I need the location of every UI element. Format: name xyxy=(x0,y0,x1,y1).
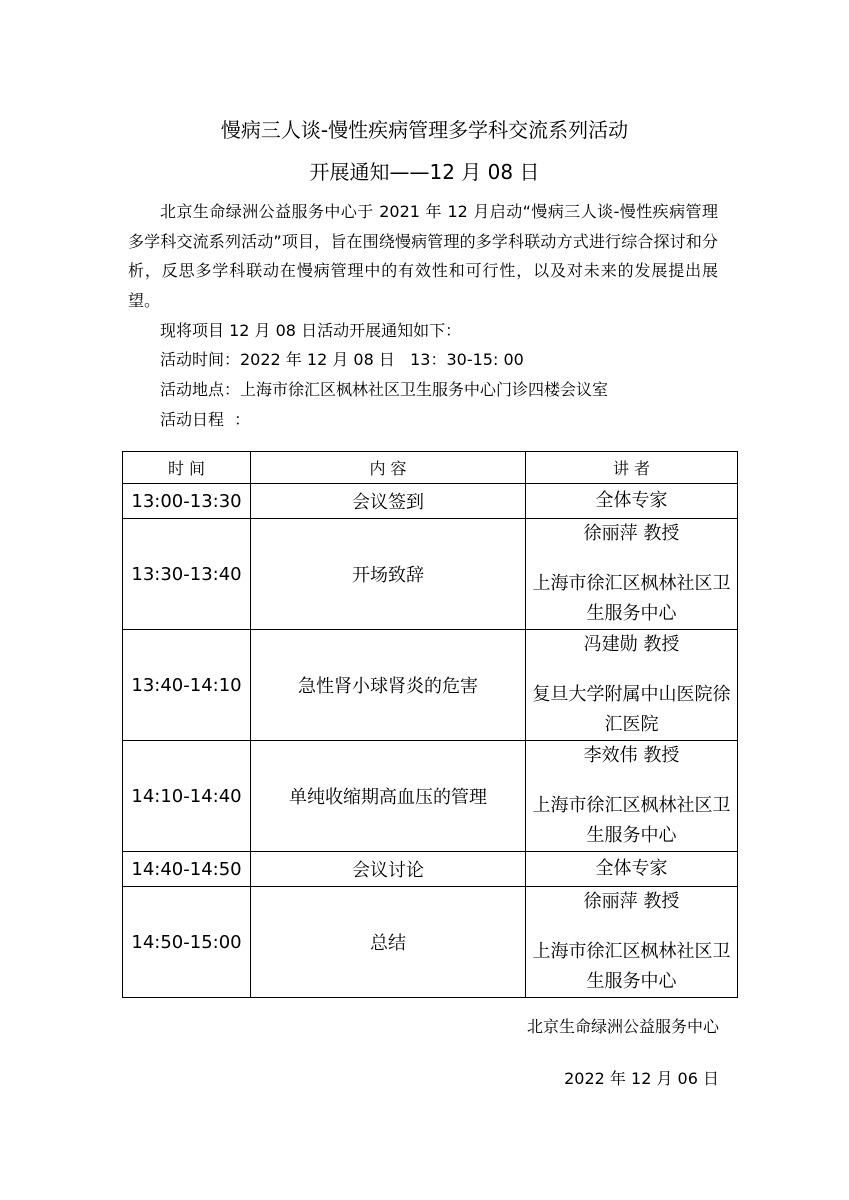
speaker-name: 徐丽萍 教授 xyxy=(583,523,680,544)
row-time: 14:40-14:50 xyxy=(123,852,251,887)
document-subtitle: 开展通知——12 月 08 日 xyxy=(309,160,540,184)
row-time: 13:30-13:40 xyxy=(123,519,251,630)
event-time: 活动时间：2022 年 12 月 08 日 13：30-15: 00 xyxy=(160,350,524,369)
row-content: 单纯收缩期高血压的管理 xyxy=(251,741,526,852)
event-location: 活动地点：上海市徐汇区枫林社区卫生服务中心门诊四楼会议室 xyxy=(160,380,609,399)
issue-date: 2022 年 12 月 06 日 xyxy=(564,1069,719,1088)
row-speaker xyxy=(526,852,738,887)
header-time: 时 间 xyxy=(123,452,251,484)
speaker-name: 徐丽萍 教授 xyxy=(583,891,680,912)
row-content: 会议讨论 xyxy=(251,852,526,887)
table-row xyxy=(123,887,738,998)
signature: 北京生命绿洲公益服务中心 xyxy=(526,1017,719,1036)
notice-line: 现将项目 12 月 08 日活动开展通知如下： xyxy=(160,321,462,340)
row-content: 总结 xyxy=(251,887,526,998)
speaker-name: 全体专家 xyxy=(595,490,668,511)
intro-paragraph: 北京生命绿洲公益服务中心于 2021 年 12 月启动“慢病三人谈-慢性疾病管理多学科交流系列活动”项目，旨在围绕慢病管理的多学科联动方式进行综合探讨和分析，反思多学科联动在慢病管理中的有效性和可行性，以及对未来的发展提出展望。 xyxy=(128,202,718,310)
header-content: 内 容 xyxy=(251,452,526,484)
table-header-row xyxy=(123,452,738,484)
agenda-label: 活动日程 ： xyxy=(160,410,251,429)
speaker-name: 李效伟 教授 xyxy=(583,745,680,766)
row-speaker xyxy=(526,887,738,998)
table-row xyxy=(123,852,738,887)
speaker-org: 上海市徐汇区枫林社区卫生服务中心 xyxy=(532,795,731,846)
table-row xyxy=(123,519,738,630)
document-title: 慢病三人谈-慢性疾病管理多学科交流系列活动 xyxy=(220,118,629,142)
speaker-org: 上海市徐汇区枫林社区卫生服务中心 xyxy=(532,573,731,624)
table-row xyxy=(123,630,738,741)
speaker-name: 冯建勋 教授 xyxy=(583,634,680,655)
row-time: 14:50-15:00 xyxy=(123,887,251,998)
row-content: 开场致辞 xyxy=(251,519,526,630)
row-speaker xyxy=(526,519,738,630)
table-row xyxy=(123,741,738,852)
row-time: 13:40-14:10 xyxy=(123,630,251,741)
speaker-org: 复旦大学附属中山医院徐汇医院 xyxy=(532,684,731,735)
row-speaker xyxy=(526,630,738,741)
row-time: 13:00-13:30 xyxy=(123,484,251,519)
header-speaker: 讲 者 xyxy=(526,452,738,484)
speaker-org: 上海市徐汇区枫林社区卫生服务中心 xyxy=(532,941,731,992)
row-content: 急性肾小球肾炎的危害 xyxy=(251,630,526,741)
row-time: 14:10-14:40 xyxy=(123,741,251,852)
row-speaker xyxy=(526,484,738,519)
schedule-table xyxy=(122,451,738,998)
row-content: 会议签到 xyxy=(251,484,526,519)
table-row xyxy=(123,484,738,519)
row-speaker xyxy=(526,741,738,852)
speaker-name: 全体专家 xyxy=(595,858,668,879)
